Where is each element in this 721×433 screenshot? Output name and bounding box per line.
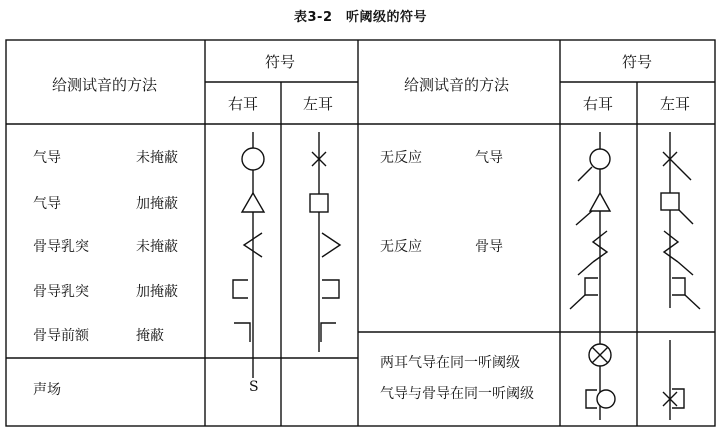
left-row-3-method: 骨导乳突 [33, 239, 89, 255]
left-right-ear-header: 右耳 [228, 95, 259, 113]
square-bracket-close-symbol [322, 280, 339, 298]
square-symbol [310, 194, 328, 212]
triangle-symbol [242, 193, 264, 212]
air-bone-close-bracket-symbol [672, 389, 684, 408]
bracket-close-symbol [322, 233, 340, 257]
no-response-bracket-close-symbol [664, 231, 678, 262]
sound-field-symbol: S [249, 379, 259, 395]
forehead-right-symbol [234, 323, 250, 342]
circle-symbol [242, 148, 264, 170]
no-response-square-bracket-open-symbol [585, 278, 598, 295]
air-bone-same-label: 气导与骨导在同一听阈级 [380, 386, 534, 402]
no-response-triangle-symbol [590, 193, 610, 211]
both-ears-air-label: 两耳气导在同一听阈级 [380, 355, 520, 371]
square-bracket-open-symbol [233, 280, 248, 298]
no-response-square-bracket-close-symbol [672, 278, 685, 295]
left-row-2-mask: 加掩蔽 [136, 196, 178, 212]
no-response-bracket-open-symbol [593, 231, 607, 262]
right-left-ear-header: 左耳 [660, 95, 691, 113]
left-method-header: 给测试音的方法 [52, 76, 158, 94]
air-bone-circle-symbol [597, 390, 615, 408]
bone-conduction-label: 骨导 [475, 239, 503, 255]
forehead-left-symbol [321, 323, 336, 342]
left-row-4-mask: 加掩蔽 [136, 284, 178, 300]
no-response-circle-symbol [590, 149, 610, 169]
no-response-bone-label: 无反应 [380, 239, 422, 255]
no-response-air-label: 无反应 [380, 150, 422, 166]
air-conduction-label: 气导 [475, 150, 503, 166]
air-bone-bracket-symbol [586, 390, 597, 408]
left-row-5-mask: 掩蔽 [136, 328, 164, 344]
sound-field-label: 声场 [33, 382, 61, 398]
left-left-ear-header: 左耳 [303, 95, 334, 113]
left-row-3-mask: 未掩蔽 [136, 239, 178, 255]
left-row-1-mask: 未掩蔽 [136, 150, 178, 166]
table-caption: 表3-2 听阈级的符号 [294, 10, 427, 25]
left-row-2-method: 气导 [33, 196, 61, 212]
no-response-square-symbol [661, 193, 679, 210]
left-row-5-method: 骨导前额 [33, 328, 89, 344]
right-symbol-header: 符号 [622, 53, 653, 71]
right-method-header: 给测试音的方法 [404, 76, 510, 94]
left-row-1-method: 气导 [33, 150, 61, 166]
left-symbol-header: 符号 [265, 53, 296, 71]
left-row-4-method: 骨导乳突 [33, 284, 89, 300]
right-right-ear-header: 右耳 [583, 95, 614, 113]
